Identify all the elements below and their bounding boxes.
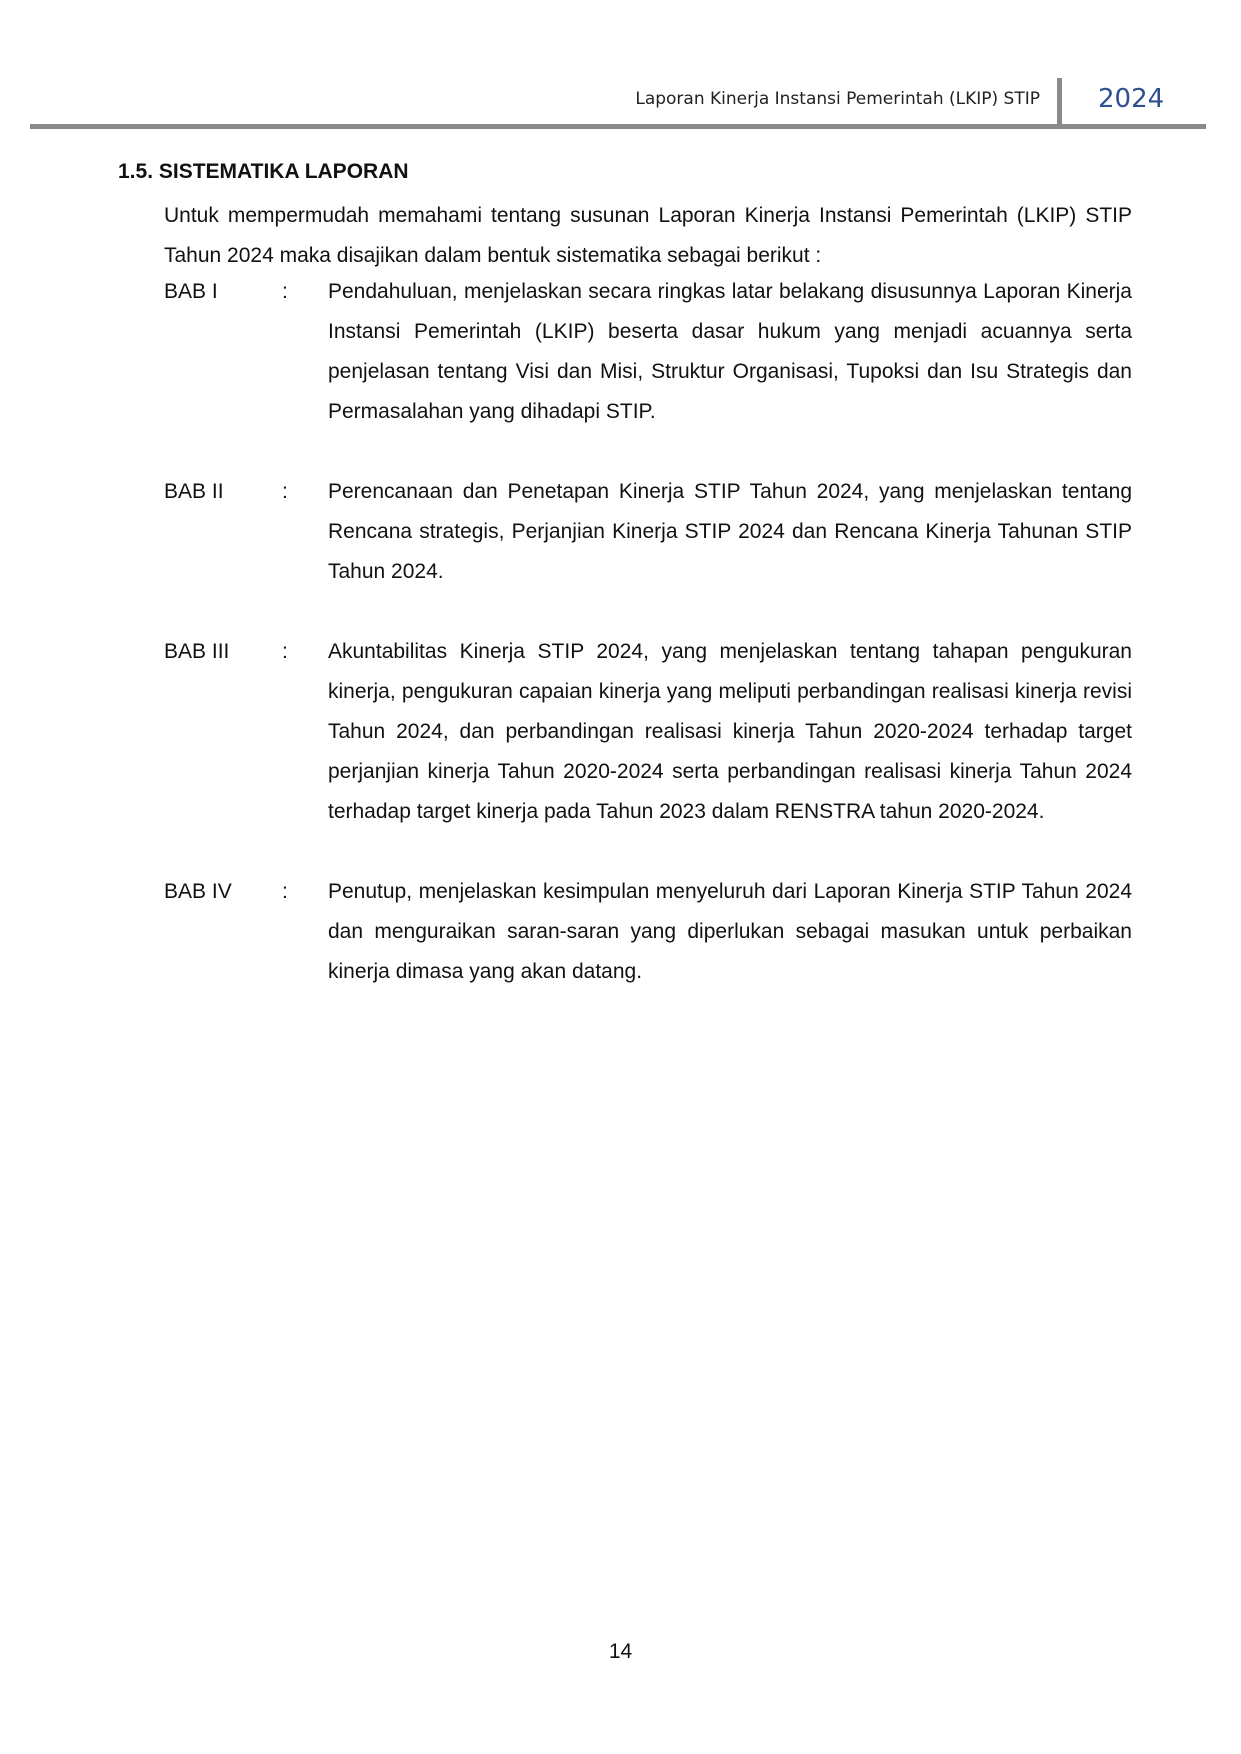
bab-row-4 — [164, 872, 1132, 992]
bab-description: Penutup, menjelaskan kesimpulan menyeluruh dari Laporan Kinerja STIP Tahun 2024 dan menguraikan saran-saran yang diperlukan sebagai masukan untuk perbaikan kinerja dimasa yang akan datang. — [328, 880, 1132, 983]
header-year: 2024 — [1098, 84, 1165, 114]
bab-colon: : — [282, 280, 288, 303]
bab-label: BAB III — [164, 640, 230, 663]
page-header — [30, 78, 1206, 128]
bab-colon: : — [282, 880, 288, 903]
page-number: 14 — [608, 1640, 633, 1663]
bab-colon: : — [282, 480, 288, 503]
bab-description: Akuntabilitas Kinerja STIP 2024, yang menjelaskan tentang tahapan pengukuran kinerja, pengukuran capaian kinerja yang meliputi perbandingan realisasi kinerja revisi Tahun 2024, dan perbandingan realisasi kinerja Tahun 2020-2024 terhadap target perjanjian kinerja Tahun 2020-2024 serta perbandingan realisasi kinerja Tahun 2024 terhadap target kinerja pada Tahun 2023 dalam RENSTRA tahun 2020-2024. — [328, 640, 1132, 823]
header-rule — [30, 124, 1206, 129]
header-title: Laporan Kinerja Instansi Pemerintah (LKIP) STIP — [635, 89, 1040, 109]
bab-description: Perencanaan dan Penetapan Kinerja STIP Tahun 2024, yang menjelaskan tentang Rencana strategis, Perjanjian Kinerja STIP 2024 dan Rencana Kinerja Tahunan STIP Tahun 2024. — [328, 480, 1132, 583]
bab-label: BAB I — [164, 280, 218, 303]
bab-row-2 — [164, 472, 1132, 592]
bab-label: BAB IV — [164, 880, 232, 903]
section-intro: Untuk mempermudah memahami tentang susunan Laporan Kinerja Instansi Pemerintah (LKIP) STIP Tahun 2024 maka disajikan dalam bentuk sistematika sebagai berikut : — [164, 204, 1132, 267]
header-divider — [1057, 78, 1062, 126]
bab-list — [164, 272, 1132, 1032]
bab-colon: : — [282, 640, 288, 663]
bab-description: Pendahuluan, menjelaskan secara ringkas latar belakang disusunnya Laporan Kinerja Instansi Pemerintah (LKIP) beserta dasar hukum yang menjadi acuannya serta penjelasan tentang Visi dan Misi, Struktur Organisasi, Tupoksi dan Isu Strategis dan Permasalahan yang dihadapi STIP. — [328, 280, 1132, 423]
section-heading: 1.5. SISTEMATIKA LAPORAN — [118, 160, 409, 183]
bab-label: BAB II — [164, 480, 224, 503]
bab-row-3 — [164, 632, 1132, 832]
bab-row-1 — [164, 272, 1132, 432]
